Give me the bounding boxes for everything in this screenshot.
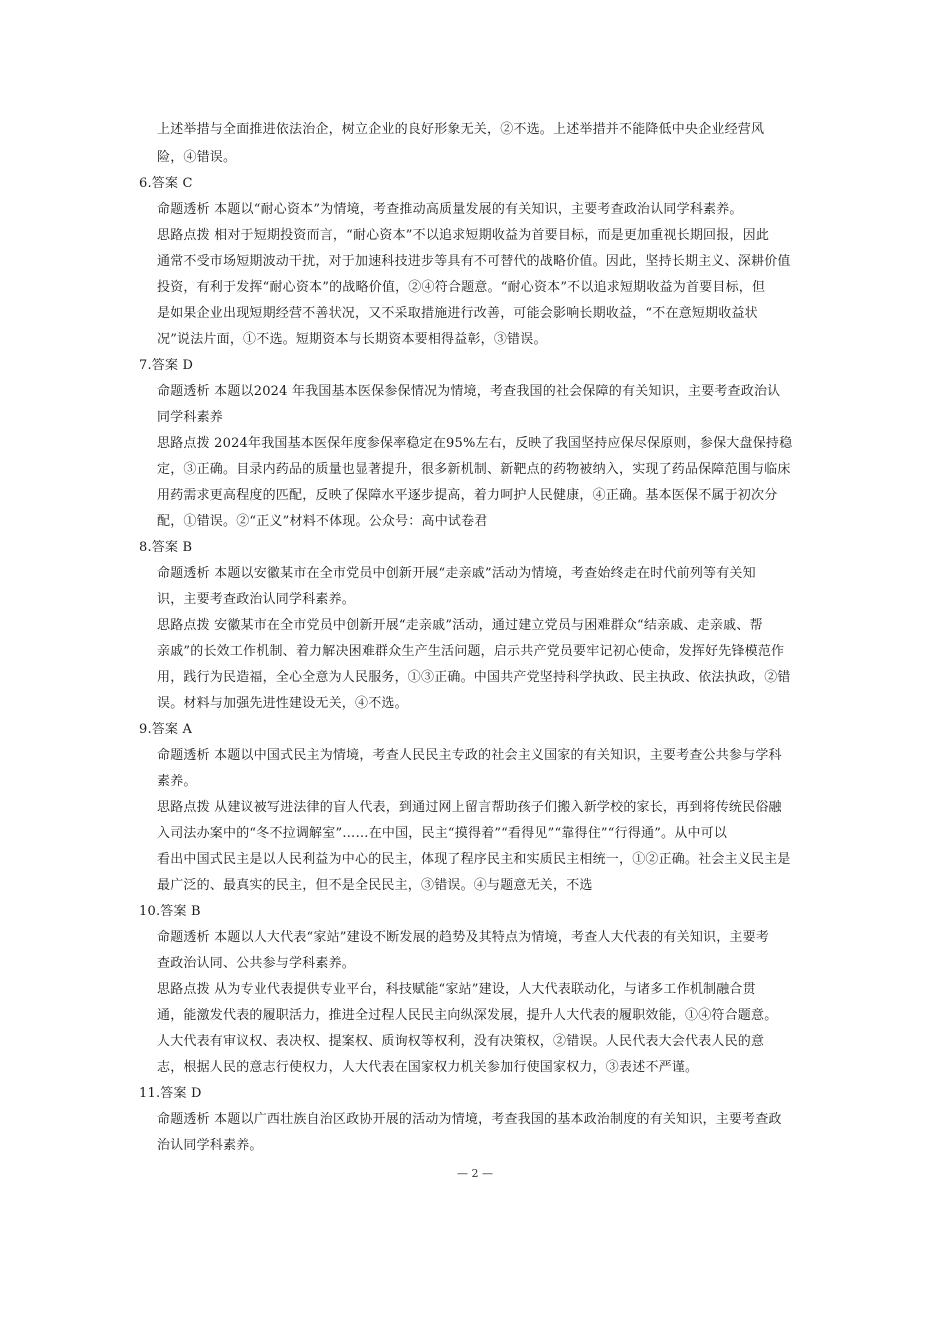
text-line: 误。材料与加强先进性建设无关，④不选。 <box>157 696 408 711</box>
text-line: 是如果企业出现短期经营不善状况，又不采取措施进行改善，可能会影响长期收益，“不在意短期收益状 <box>157 306 758 321</box>
text-line: 命题透析 本题以中国式民主为情境，考查人民民主专政的社会主义国家的有关知识，主要考查公共参与学科 <box>157 748 782 763</box>
text-line: 通常不受市场短期波动干扰，对于加速科技进步等具有不可替代的战略价值。因此，坚持长期主义、深耕价值 <box>157 254 791 269</box>
text-line: 思路点拨 从为专业代表提供专业平台，科技赋能“家站”建设，人大代表联动化，与诸多工作机制融合贯 <box>157 982 756 997</box>
text-line: 素养。 <box>157 774 197 789</box>
text-line: 入司法办案中的“冬不拉调解室”……在中国，民主“摸得着”“看得见”“靠得住”“行得通”。从中可以 <box>157 826 728 841</box>
text-line: 险，④错误。 <box>157 150 237 165</box>
answer-heading: 8.答案 B <box>139 540 193 555</box>
text-line: 命题透析 本题以人大代表“家站”建设不断发展的趋势及其特点为情境，考查人大代表的有关知识，主要考 <box>157 930 770 945</box>
text-line: 志，根据人民的意志行使权力，人大代表在国家权力机关参加行使国家权力，③表述不严谨。 <box>157 1060 699 1075</box>
answer-heading: 10.答案 B <box>139 904 201 919</box>
text-line: 命题透析 本题以“耐心资本”为情境，考查推动高质量发展的有关知识，主要考查政治认同学科素养。 <box>157 202 743 217</box>
answer-heading: 11.答案 D <box>139 1086 202 1101</box>
text-line: 命题透析 本题以广西壮族自治区政协开展的活动为情境，考查我国的基本政治制度的有关知识，主要考查政 <box>157 1112 782 1127</box>
text-line: 通，能激发代表的履职活力，推进全过程人民民主向纵深发展，提升人大代表的履职效能，①④符合题意。 <box>157 1008 778 1023</box>
text-line: 况”说法片面，①不选。短期资本与长期资本要相得益彰，③错误。 <box>157 332 547 347</box>
text-line: 用药需求更高程度的匹配，反映了保障水平逐步提高，着力呵护人民健康，④正确。基本医保不属于初次分 <box>157 488 778 503</box>
text-line: 配，①错误。②“正义”材料不体现。公众号：高中试卷君 <box>157 514 488 529</box>
text-line: 同学科素养 <box>157 410 224 425</box>
text-line: 治认同学科素养。 <box>157 1138 263 1153</box>
text-line: 命题透析 本题以2024 年我国基本医保参保情况为情境，考查我国的社会保障的有关知识，主要考查政治认 <box>157 384 781 399</box>
text-line: 识，主要考查政治认同学科素养。 <box>157 592 356 607</box>
text-line: 思路点拨 2024年我国基本医保年度参保率稳定在95%左右，反映了我国坚持应保尽保原则，参保大盘保持稳 <box>157 436 793 451</box>
text-line: 思路点拨 相对于短期投资而言，“耐心资本”不以追求短期收益为首要目标，而是更加重视长期回报，因此 <box>157 228 770 243</box>
text-line: 上述举措与全面推进依法治企，树立企业的良好形象无关，②不选。上述举措并不能降低中央企业经营风 <box>157 122 765 137</box>
text-line: 看出中国式民主是以人民利益为中心的民主，体现了程序民主和实质民主相统一，①②正确。社会主义民主是 <box>157 852 791 867</box>
text-line: 查政治认同、公共参与学科素养。 <box>157 956 356 971</box>
page-number: — 2 — <box>457 1167 493 1180</box>
answer-heading: 9.答案 A <box>139 722 193 737</box>
text-line: 命题透析 本题以安徽某市在全市党员中创新开展“走亲戚”活动为情境，考查始终走在时代前列等有关知 <box>157 566 756 581</box>
text-line: 思路点拨 从建议被写进法律的盲人代表，到通过网上留言帮助孩子们搬入新学校的家长，再到将传统民俗融 <box>157 800 782 815</box>
text-line: 亲戚”的长效工作机制、着力解决困难群众生产生活问题，启示共产党员要牢记初心使命，发挥好先锋模范作 <box>157 644 785 659</box>
text-line: 定，③正确。目录内药品的质量也显著提升，很多新机制、新靶点的药物被纳入，实现了药品保障范围与临床 <box>157 462 791 477</box>
text-line: 投资，有利于发挥“耐心资本”的战略价值，②④符合题意。“耐心资本”不以追求短期收益为首要目标，但 <box>157 280 766 295</box>
text-line: 思路点拨 安徽某市在全市党员中创新开展“走亲戚”活动，通过建立党员与困难群众“结亲戚、走亲戚、帮 <box>157 618 763 633</box>
answer-heading: 6.答案 C <box>139 176 193 191</box>
text-line: 最广泛的、最真实的民主，但不是全民民主，③错误。④与题意无关，不选 <box>157 878 593 893</box>
text-line: 人大代表有审议权、表决权、提案权、质询权等权利，没有决策权，②错误。人民代表大会代表人民的意 <box>157 1034 765 1049</box>
text-line: 用，践行为民造福，全心全意为人民服务，①③正确。中国共产党坚持科学执政、民主执政、依法执政，②错 <box>157 670 791 685</box>
answer-heading: 7.答案 D <box>139 358 194 373</box>
